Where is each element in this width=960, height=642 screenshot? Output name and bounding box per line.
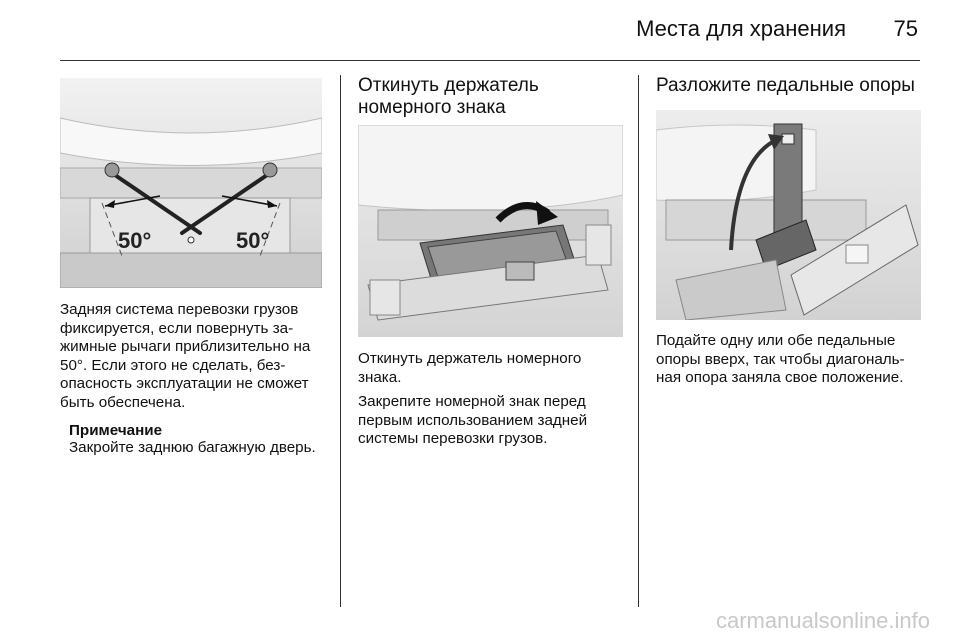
column-divider-2 [638, 75, 639, 607]
note-text: Закройте заднюю багажную дверь. [69, 438, 316, 456]
column-3-text [656, 332, 926, 388]
body-paragraph: Подайте одну или обе педальные опоры вверх, так чтобы диагональ-ная опора заняла свое положение. [656, 332, 905, 387]
section-heading-license-holder: Откинуть держатель номерного знака [358, 75, 539, 118]
body-paragraph-2: Закрепите номерной знак перед первым использованием задней системы перевозки грузов. [358, 393, 588, 448]
body-paragraph: Задняя система перевозки грузов фиксируется, если повернуть за-жимные рычаги приблизительно на 50°. Если этого не сделать, без-опасность эксплуатации не сможет быть обеспечена. [60, 301, 311, 411]
column-3-heading-wrap [656, 75, 926, 97]
footer-watermark: carmanualsonline.info [715, 608, 930, 633]
column-2-text [358, 350, 624, 449]
angle-label-right: 50° [236, 228, 270, 253]
figure-pedal-supports [656, 110, 921, 320]
angle-label-left: 50° [118, 228, 152, 253]
note-label: Примечание [69, 421, 163, 439]
column-1-text [60, 301, 326, 457]
header-divider [60, 60, 920, 61]
section-heading-pedal-supports: Разложите педальные опоры [656, 75, 915, 96]
column-divider-1 [340, 75, 341, 607]
page-number: 75 [893, 16, 918, 41]
note-block [69, 422, 326, 458]
page-title: Места для хранения [636, 16, 846, 41]
column-2-heading-wrap [358, 75, 624, 119]
figure-clamping-levers [60, 78, 322, 288]
body-paragraph-1: Откинуть держатель номерного знака. [358, 350, 582, 386]
figure-license-plate-holder [358, 125, 623, 337]
